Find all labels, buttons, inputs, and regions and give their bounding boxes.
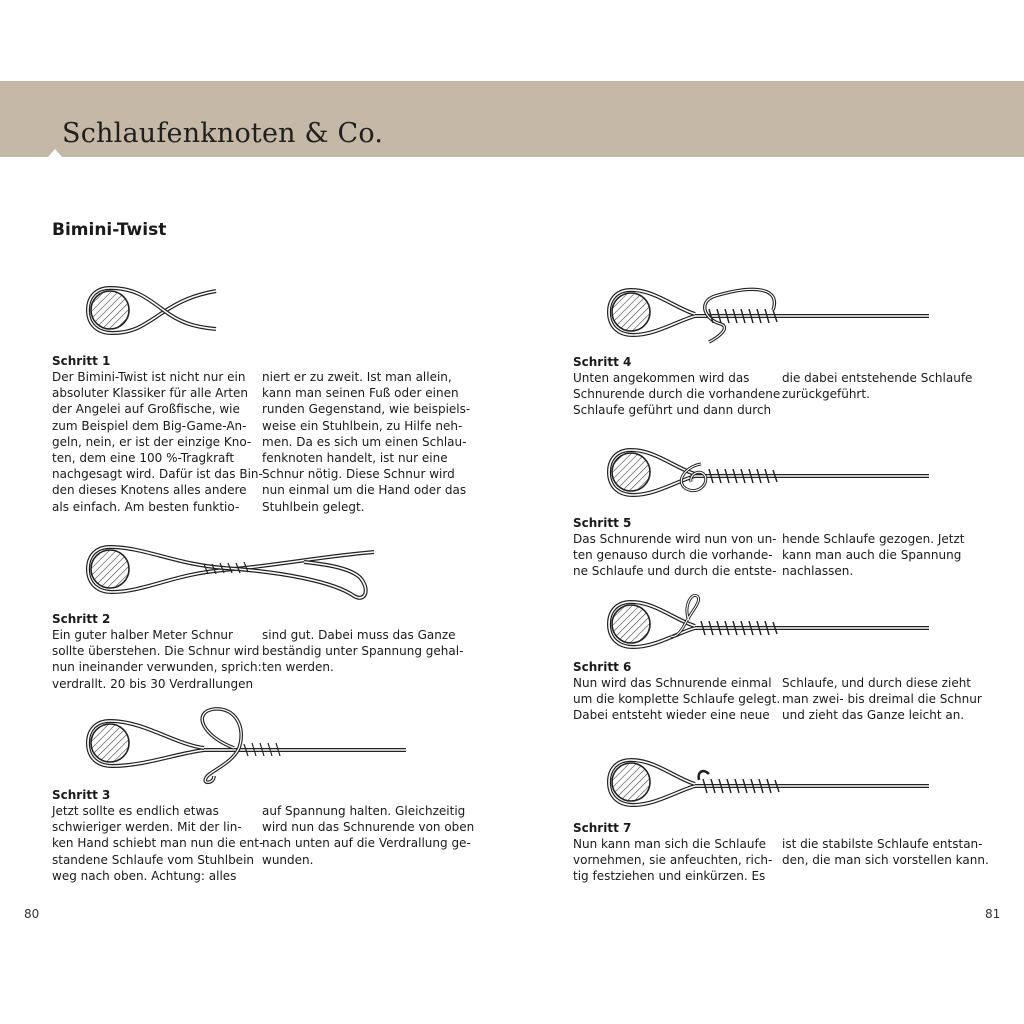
chapter-title: Schlaufenknoten & Co. <box>62 118 384 149</box>
step-3-title: Schritt 3 <box>52 788 111 802</box>
step-6-text-col2: Schlaufe, und durch diese zieht man zwei- bis dreimal die Schnur und zieht das Ganze leicht an. <box>782 676 982 723</box>
step-7-text-col2: ist die stabilste Schlaufe entstan- den, die man sich vorstellen kann. <box>782 837 989 868</box>
step-5-text-col1: Das Schnurende wird nun von un- ten genauso durch die vorhande- ne Schlaufe und durch die entste- <box>573 532 777 579</box>
step-1-text-col2: niert er zu zweit. Ist man allein, kann man seinen Fuß oder einen runden Gegenstand, wie beispiels- weise ein Stuhlbein, zu Hilfe neh- men. Da es sich um einen Schlau- fenknoten handelt, ist nur eine Schnur nötig. Diese Schnur wird nun einmal um die Hand oder das Stuhlbein gelegt. <box>262 370 471 514</box>
bimini-step-6-icon <box>605 590 937 654</box>
step-4-title: Schritt 4 <box>573 355 632 369</box>
step-4-text-col1: Unten angekommen wird das Schnurende durch die vorhandene Schlaufe geführt und dann durch <box>573 371 781 418</box>
step-2-title: Schritt 2 <box>52 612 111 626</box>
bimini-step-4-icon <box>605 280 937 344</box>
bimini-step-5-icon <box>605 444 937 504</box>
header-notch <box>48 149 62 157</box>
page-number-right: 81 <box>985 907 1001 921</box>
step-4-text-col2: die dabei entstehende Schlaufe zurückgeführt. <box>782 371 973 402</box>
step-2-text-col2: sind gut. Dabei muss das Ganze beständig unter Spannung gehal- ten werden. <box>262 628 464 675</box>
step-3-text-col2: auf Spannung halten. Gleichzeitig wird nun das Schnurende von oben nach unten auf die Verdrallung ge- wunden. <box>262 804 475 867</box>
step-5-title: Schritt 5 <box>573 516 632 530</box>
step-7-title: Schritt 7 <box>573 821 632 835</box>
step-6-text-col1: Nun wird das Schnurende einmal um die komplette Schlaufe gelegt. Dabei entsteht wieder eine neue <box>573 676 781 723</box>
page-number-left: 80 <box>24 907 40 921</box>
step-3-text-col1: Jetzt sollte es endlich etwas schwieriger werden. Mit der lin- ken Hand schiebt man nun die ent- standene Schlaufe vom Stuhlbein weg nach oben. Achtung: alles <box>52 804 264 883</box>
step-1-text-col1: Der Bimini-Twist ist nicht nur ein absoluter Klassiker für alle Arten der Angelei auf Großfische, wie zum Beispiel dem Big-Game-An- geln, nein, er ist der einzige Kno- ten, dem eine 100 %-Tragkraft nachgesagt wird. Dafür ist das Bin- den dieses Knotens alles andere als einfach. Am besten funktio- <box>52 370 263 514</box>
bimini-step-1-icon <box>84 283 224 339</box>
bimini-step-2-icon <box>84 540 384 606</box>
step-2-text-col1: Ein guter halber Meter Schnur sollte überstehen. Die Schnur wird nun ineinander verwunden, sprich: verdrallt. 20 bis 30 Verdrallungen <box>52 628 262 691</box>
section-title: Bimini-Twist <box>52 220 167 240</box>
step-5-text-col2: hende Schlaufe gezogen. Jetzt kann man auch die Spannung nachlassen. <box>782 532 965 579</box>
bimini-step-7-icon <box>605 752 937 812</box>
step-6-title: Schritt 6 <box>573 660 632 674</box>
bimini-step-3-icon <box>84 706 414 786</box>
step-7-text-col1: Nun kann man sich die Schlaufe vornehmen, sie anfeuchten, rich- tig festziehen und einkürzen. Es <box>573 837 773 884</box>
step-1-title: Schritt 1 <box>52 354 111 368</box>
